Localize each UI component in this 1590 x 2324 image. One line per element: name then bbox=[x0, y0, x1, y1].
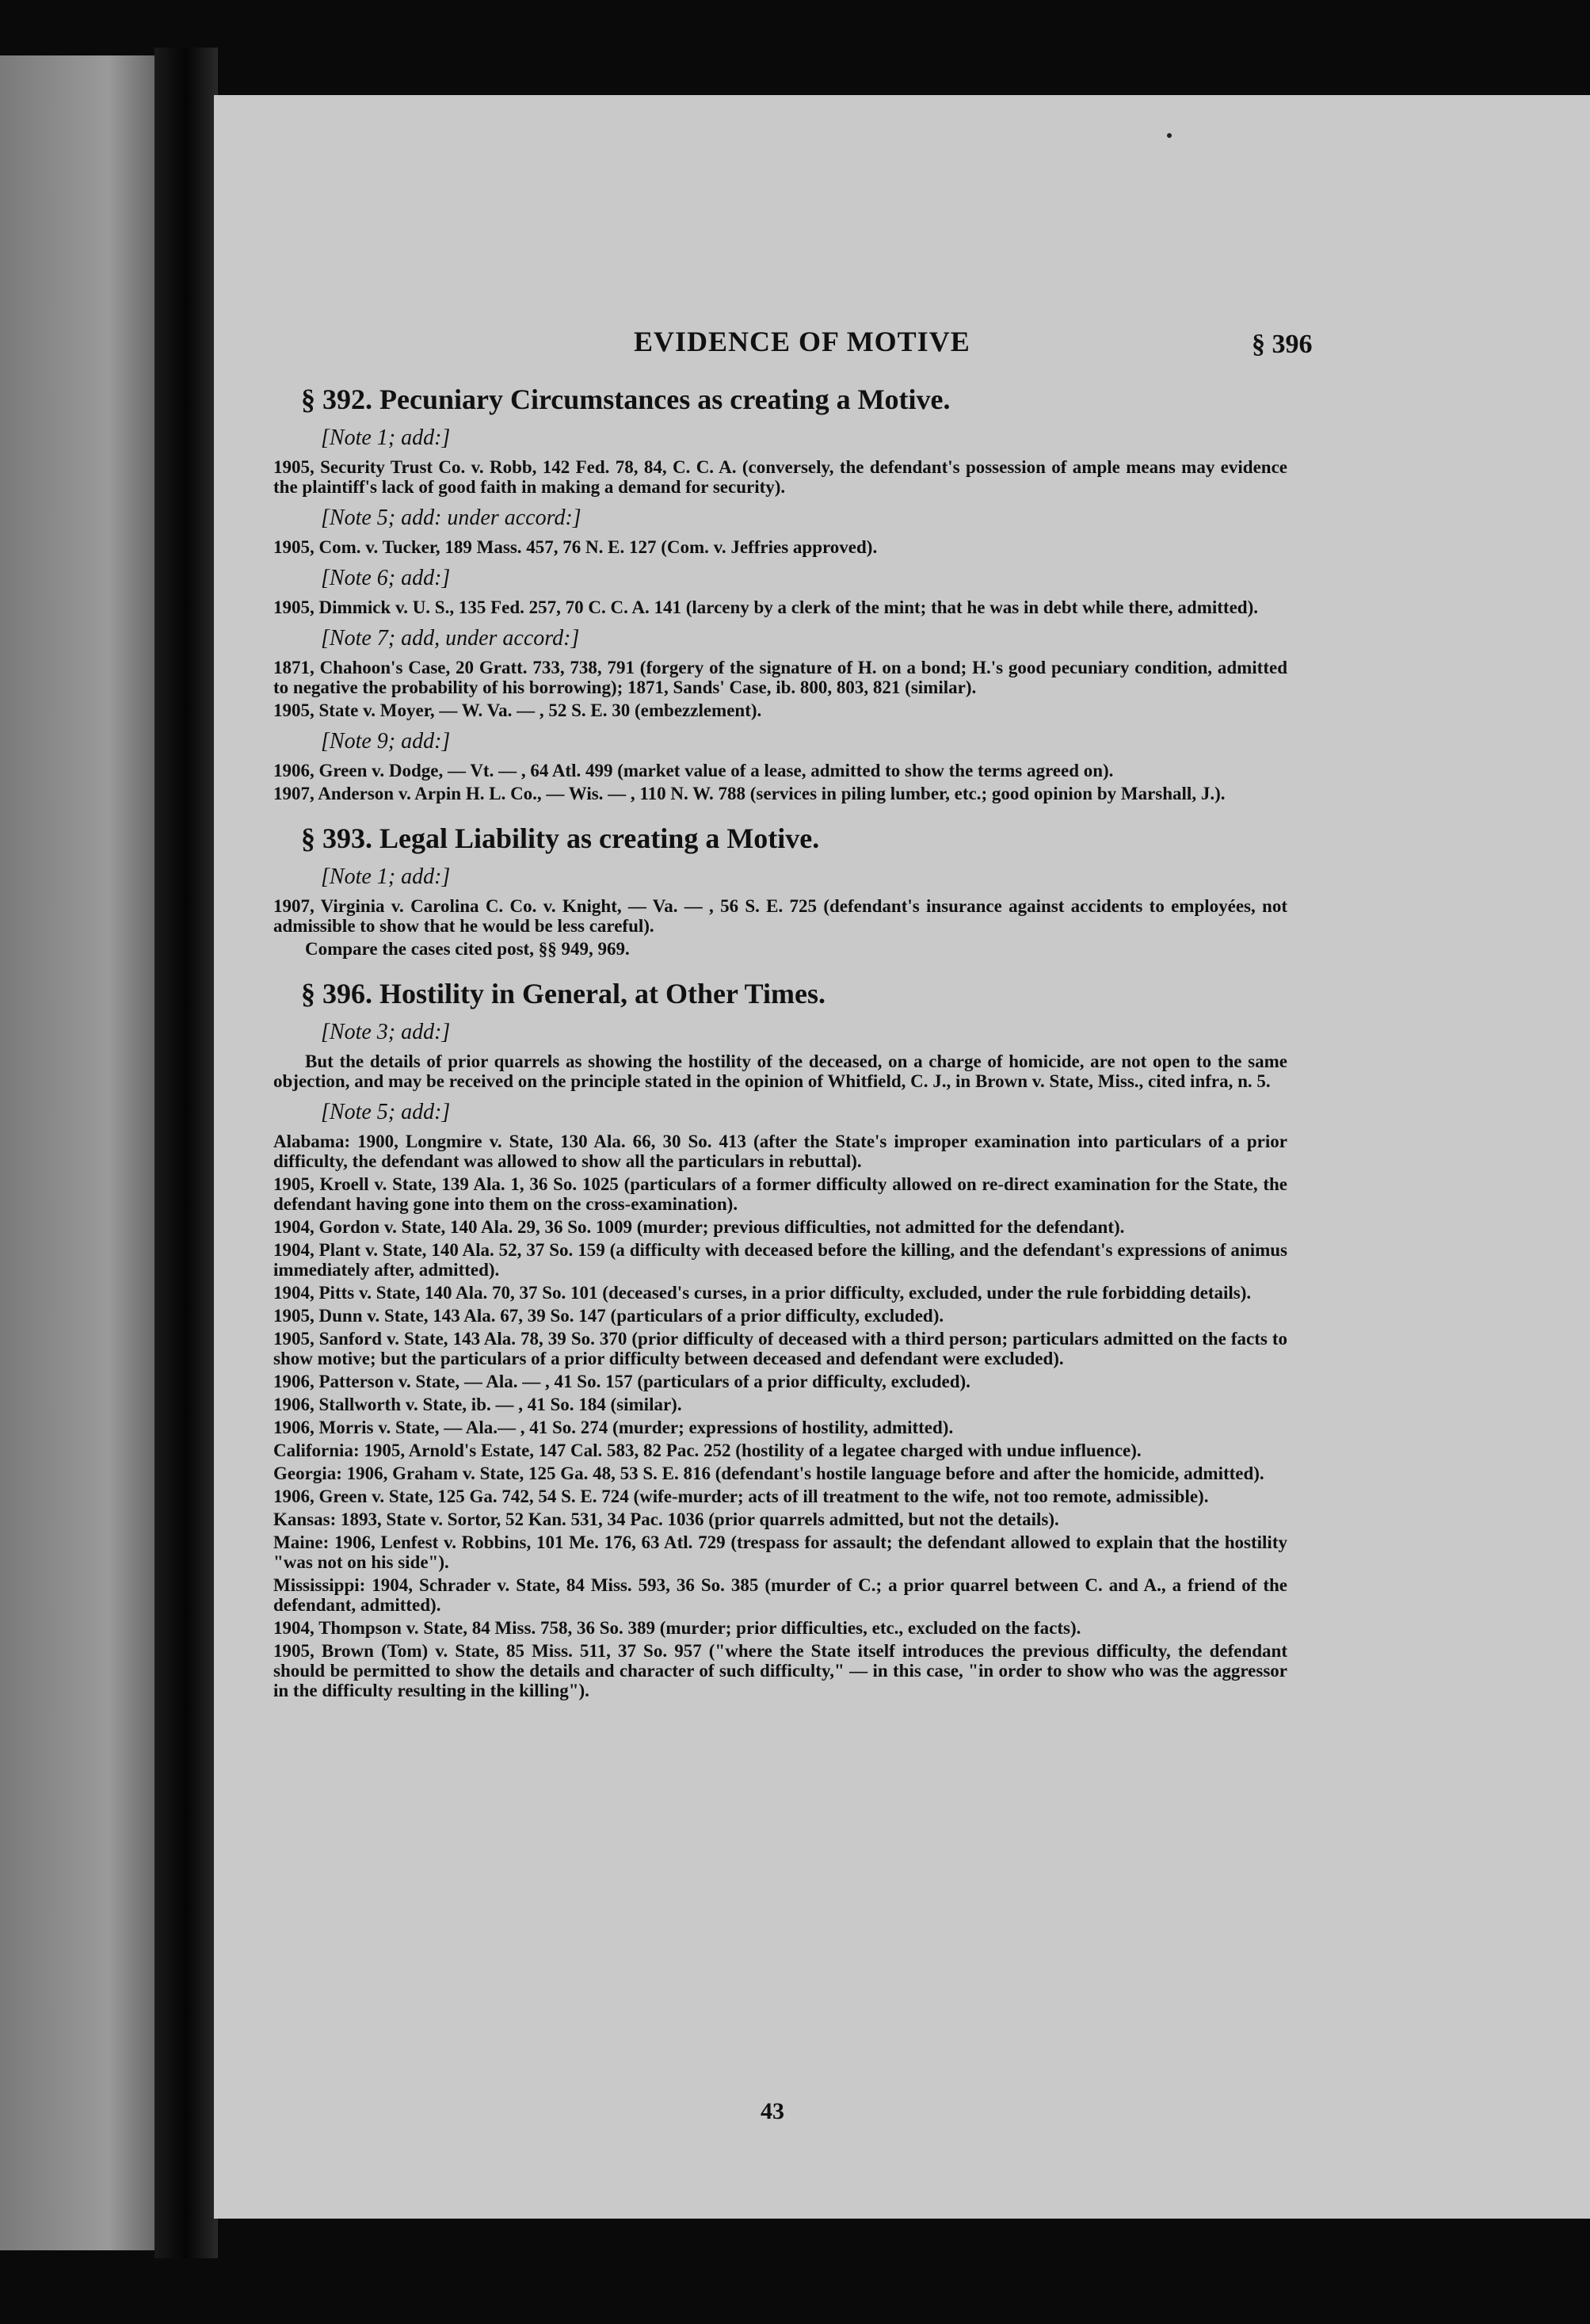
facing-page-edge bbox=[0, 55, 154, 2250]
cross-reference: Compare the cases cited post, §§ 949, 969. bbox=[305, 939, 630, 959]
note-label: [Note 9; add:] bbox=[321, 729, 451, 754]
note-label: [Note 6; add:] bbox=[321, 566, 451, 590]
citation-entry: California: 1905, Arnold's Estate, 147 Cal. 583, 82 Pac. 252 (hostility of a legatee charged with undue influence). bbox=[273, 1441, 1142, 1460]
page-body bbox=[273, 364, 1287, 1704]
section-title-393: § 393. Legal Liability as creating a Motive. bbox=[301, 822, 820, 854]
citation-entry: 1905, Com. v. Tucker, 189 Mass. 457, 76 N. E. 127 (Com. v. Jeffries approved). bbox=[273, 537, 878, 557]
citation-entry: 1905, Brown (Tom) v. State, 85 Miss. 511, 37 So. 957 ("where the State itself introduces the previous difficulty, the defendant should be permitted to show the details and character of such difficulty," — in this case, "in order to show who was the aggressor in the difficulty resulting in the killing"). bbox=[273, 1641, 1287, 1700]
citation-entry: 1904, Thompson v. State, 84 Miss. 758, 36 So. 389 (murder; prior difficulties, etc., excluded on the facts). bbox=[273, 1618, 1081, 1638]
citation-entry: 1905, Security Trust Co. v. Robb, 142 Fed. 78, 84, C. C. A. (conversely, the defendant's possession of ample means may evidence the plaintiff's lack of good faith in making a demand for security). bbox=[273, 457, 1287, 497]
scan-speck bbox=[1167, 133, 1172, 138]
running-head: EVIDENCE OF MOTIVE bbox=[634, 326, 970, 357]
book-page bbox=[214, 95, 1590, 2219]
citation-entry: 1906, Green v. Dodge, — Vt. — , 64 Atl. 499 (market value of a lease, admitted to show the terms agreed on). bbox=[273, 761, 1114, 780]
citation-entry: 1905, Dunn v. State, 143 Ala. 67, 39 So. 147 (particulars of a prior difficulty, excluded). bbox=[273, 1306, 944, 1326]
note-label: [Note 5; add:] bbox=[321, 1100, 451, 1124]
citation-entry: Maine: 1906, Lenfest v. Robbins, 101 Me. 176, 63 Atl. 729 (trespass for assault; the defendant allowed to explain that the hostility "was not on his side"). bbox=[273, 1532, 1287, 1572]
section-title-396: § 396. Hostility in General, at Other Times. bbox=[301, 978, 826, 1009]
citation-entry: 1904, Gordon v. State, 140 Ala. 29, 36 So. 1009 (murder; previous difficulties, not admitted for the defendant). bbox=[273, 1217, 1125, 1237]
section-reference: § 396 bbox=[1252, 330, 1313, 359]
note-label: [Note 7; add, under accord:] bbox=[321, 626, 580, 651]
citation-entry: Georgia: 1906, Graham v. State, 125 Ga. 48, 53 S. E. 816 (defendant's hostile language before and after the homicide, admitted). bbox=[273, 1463, 1264, 1483]
citation-entry: 1905, Kroell v. State, 139 Ala. 1, 36 So. 1025 (particulars of a former difficulty allowed on re-direct examination for the State, the defendant having gone into them on the cross-examination). bbox=[273, 1174, 1287, 1214]
citation-entry: 1906, Morris v. State, — Ala.— , 41 So. 274 (murder; expressions of hostility, admitted). bbox=[273, 1418, 954, 1437]
note-label: [Note 3; add:] bbox=[321, 1020, 451, 1044]
citation-entry: 1906, Stallworth v. State, ib. — , 41 So. 184 (similar). bbox=[273, 1395, 682, 1414]
citation-entry: 1906, Patterson v. State, — Ala. — , 41 So. 157 (particulars of a prior difficulty, excluded). bbox=[273, 1372, 970, 1391]
citation-entry: 1906, Green v. State, 125 Ga. 742, 54 S. E. 724 (wife-murder; acts of ill treatment to the wife, not too remote, admissible). bbox=[273, 1486, 1209, 1506]
citation-entry: 1904, Pitts v. State, 140 Ala. 70, 37 So. 101 (deceased's curses, in a prior difficulty, excluded, under the rule forbidding details). bbox=[273, 1283, 1252, 1303]
citation-entry: 1907, Virginia v. Carolina C. Co. v. Knight, — Va. — , 56 S. E. 725 (defendant's insurance against accidents to employées, not admissible to show that he would be less careful). bbox=[273, 896, 1287, 936]
citation-entry: 1905, State v. Moyer, — W. Va. — , 52 S. E. 30 (embezzlement). bbox=[273, 700, 762, 720]
citation-entry: 1907, Anderson v. Arpin H. L. Co., — Wis. — , 110 N. W. 788 (services in piling lumber, etc.; good opinion by Marshall, J.). bbox=[273, 784, 1226, 803]
note-label: [Note 1; add:] bbox=[321, 864, 451, 889]
citation-entry: Mississippi: 1904, Schrader v. State, 84 Miss. 593, 36 So. 385 (murder of C.; a prior quarrel between C. and A., a friend of the defendant, admitted). bbox=[273, 1575, 1287, 1615]
book-gutter bbox=[154, 48, 218, 2258]
page-number: 43 bbox=[761, 2098, 784, 2124]
citation-entry: 1871, Chahoon's Case, 20 Gratt. 733, 738, 791 (forgery of the signature of H. on a bond; H.'s good pecuniary condition, admitted to negative the probability of his borrowing); 1871, Sands' Case, ib. 800, 803, 821 (similar). bbox=[273, 658, 1287, 697]
citation-entry: 1904, Plant v. State, 140 Ala. 52, 37 So. 159 (a difficulty with deceased before the killing, and the defendant's expressions of animus immediately after, admitted). bbox=[273, 1240, 1287, 1280]
note-label: [Note 5; add: under accord:] bbox=[321, 506, 581, 530]
citation-entry: Alabama: 1900, Longmire v. State, 130 Ala. 66, 30 So. 413 (after the State's improper examination into particulars of a prior difficulty, the defendant was allowed to show all the particulars in rebuttal). bbox=[273, 1131, 1287, 1171]
section-title-392: § 392. Pecuniary Circumstances as creating a Motive. bbox=[301, 384, 951, 415]
citation-entry: Kansas: 1893, State v. Sortor, 52 Kan. 531, 34 Pac. 1036 (prior quarrels admitted, but not the details). bbox=[273, 1509, 1059, 1529]
note-label: [Note 1; add:] bbox=[321, 425, 451, 450]
citation-entry: 1905, Sanford v. State, 143 Ala. 78, 39 So. 370 (prior difficulty of deceased with a third person; particulars admitted on the facts to show motive; but the particulars of a prior difficulty between deceased and defendant were excluded). bbox=[273, 1329, 1287, 1368]
citation-entry: 1905, Dimmick v. U. S., 135 Fed. 257, 70 C. C. A. 141 (larceny by a clerk of the mint; that he was in debt while there, admitted). bbox=[273, 597, 1258, 617]
commentary-paragraph: But the details of prior quarrels as showing the hostility of the deceased, on a charge of homicide, are not open to the same objection, and may be received on the principle stated in the opinion of Whitfield, C. J., in Brown v. State, Miss., cited infra, n. 5. bbox=[273, 1051, 1287, 1091]
